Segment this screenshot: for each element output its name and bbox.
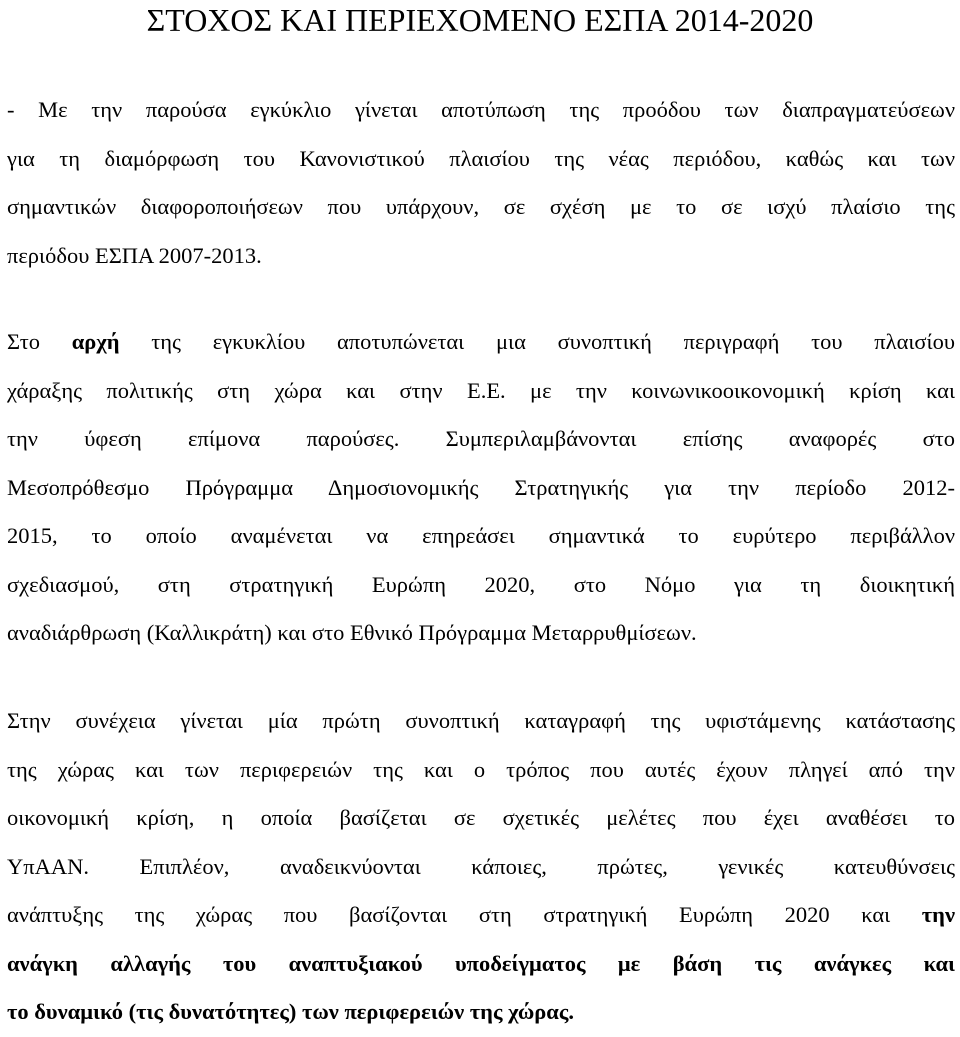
text-line: αναδιάρθρωση (Καλλικράτη) και στο Εθνικό Πρόγραμμα Μεταρρυθμίσεων. — [7, 620, 697, 645]
text-line — [7, 318, 955, 367]
bold-text: αρχή — [71, 329, 120, 354]
paragraph-situation — [7, 697, 955, 1037]
text-fragment: της εγκυκλίου αποτυπώνεται μια συνοπτική περιγραφή του πλαισίου — [119, 329, 955, 354]
text-line: σημαντικών διαφοροποιήσεων που υπάρχουν, σε σχέση με το σε ισχύ πλαίσιο της — [7, 194, 955, 219]
text-line: σχεδιασμού, στη στρατηγική Ευρώπη 2020, στο Νόμο για τη διοικητική — [7, 571, 955, 597]
text-line: οικονομική κρίση, η οποία βασίζεται σε σχετικές μελέτες που έχει αναθέσει το — [7, 805, 955, 830]
text-line: 2015, το οποίο αναμένεται να επηρεάσει σημαντικά το ευρύτερο περιβάλλον — [7, 523, 955, 548]
text-line: Μεσοπρόθεσμο Πρόγραμμα Δημοσιονομικής Στρατηγικής για την περίοδο 2012- — [7, 474, 955, 500]
text-line: της χώρας και των περιφερειών της και ο τρόπος που αυτές έχουν πληγεί από την — [7, 756, 955, 782]
bold-text-line: ανάγκη αλλαγής του αναπτυξιακού υποδείγματος με βάση τις ανάγκες και — [7, 950, 955, 976]
paragraph-framework — [7, 318, 955, 658]
text-line: για τη διαμόρφωση του Κανονιστικού πλαισίου της νέας περιόδου, καθώς και των — [7, 145, 955, 171]
text-line: χάραξης πολιτικής στη χώρα και στην Ε.Ε. με την κοινωνικοοικονομική κρίση και — [7, 377, 955, 403]
bold-text-line: το δυναμικό (τις δυνατότητες) των περιφερειών της χώρας. — [7, 999, 574, 1024]
text-fragment: Στο — [7, 329, 72, 354]
text-line — [7, 891, 955, 940]
text-line: Στην συνέχεια γίνεται μία πρώτη συνοπτική καταγραφή της υφιστάμενης κατάστασης — [7, 708, 955, 733]
text-line: την ύφεση επίμονα παρούσες. Συμπεριλαμβάνονται επίσης αναφορές στο — [7, 426, 955, 451]
text-line: - Με την παρούσα εγκύκλιο γίνεται αποτύπωση της προόδου των διαπραγματεύσεων — [7, 97, 955, 122]
text-fragment: ανάπτυξης της χώρας που βασίζονται στη στρατηγική Ευρώπη 2020 και — [7, 902, 922, 927]
text-line: ΥπΑΑΝ. Επιπλέον, αναδεικνύονται κάποιες, πρώτες, γενικές κατευθύνσεις — [7, 853, 955, 879]
text-line: περιόδου ΕΣΠΑ 2007-2013. — [7, 242, 262, 268]
document-title: ΣΤΟΧΟΣ ΚΑΙ ΠΕΡΙΕΧΟΜΕΝΟ ΕΣΠΑ 2014-2020 — [146, 2, 814, 38]
bold-text: την — [921, 902, 955, 927]
paragraph-intro — [7, 86, 955, 280]
